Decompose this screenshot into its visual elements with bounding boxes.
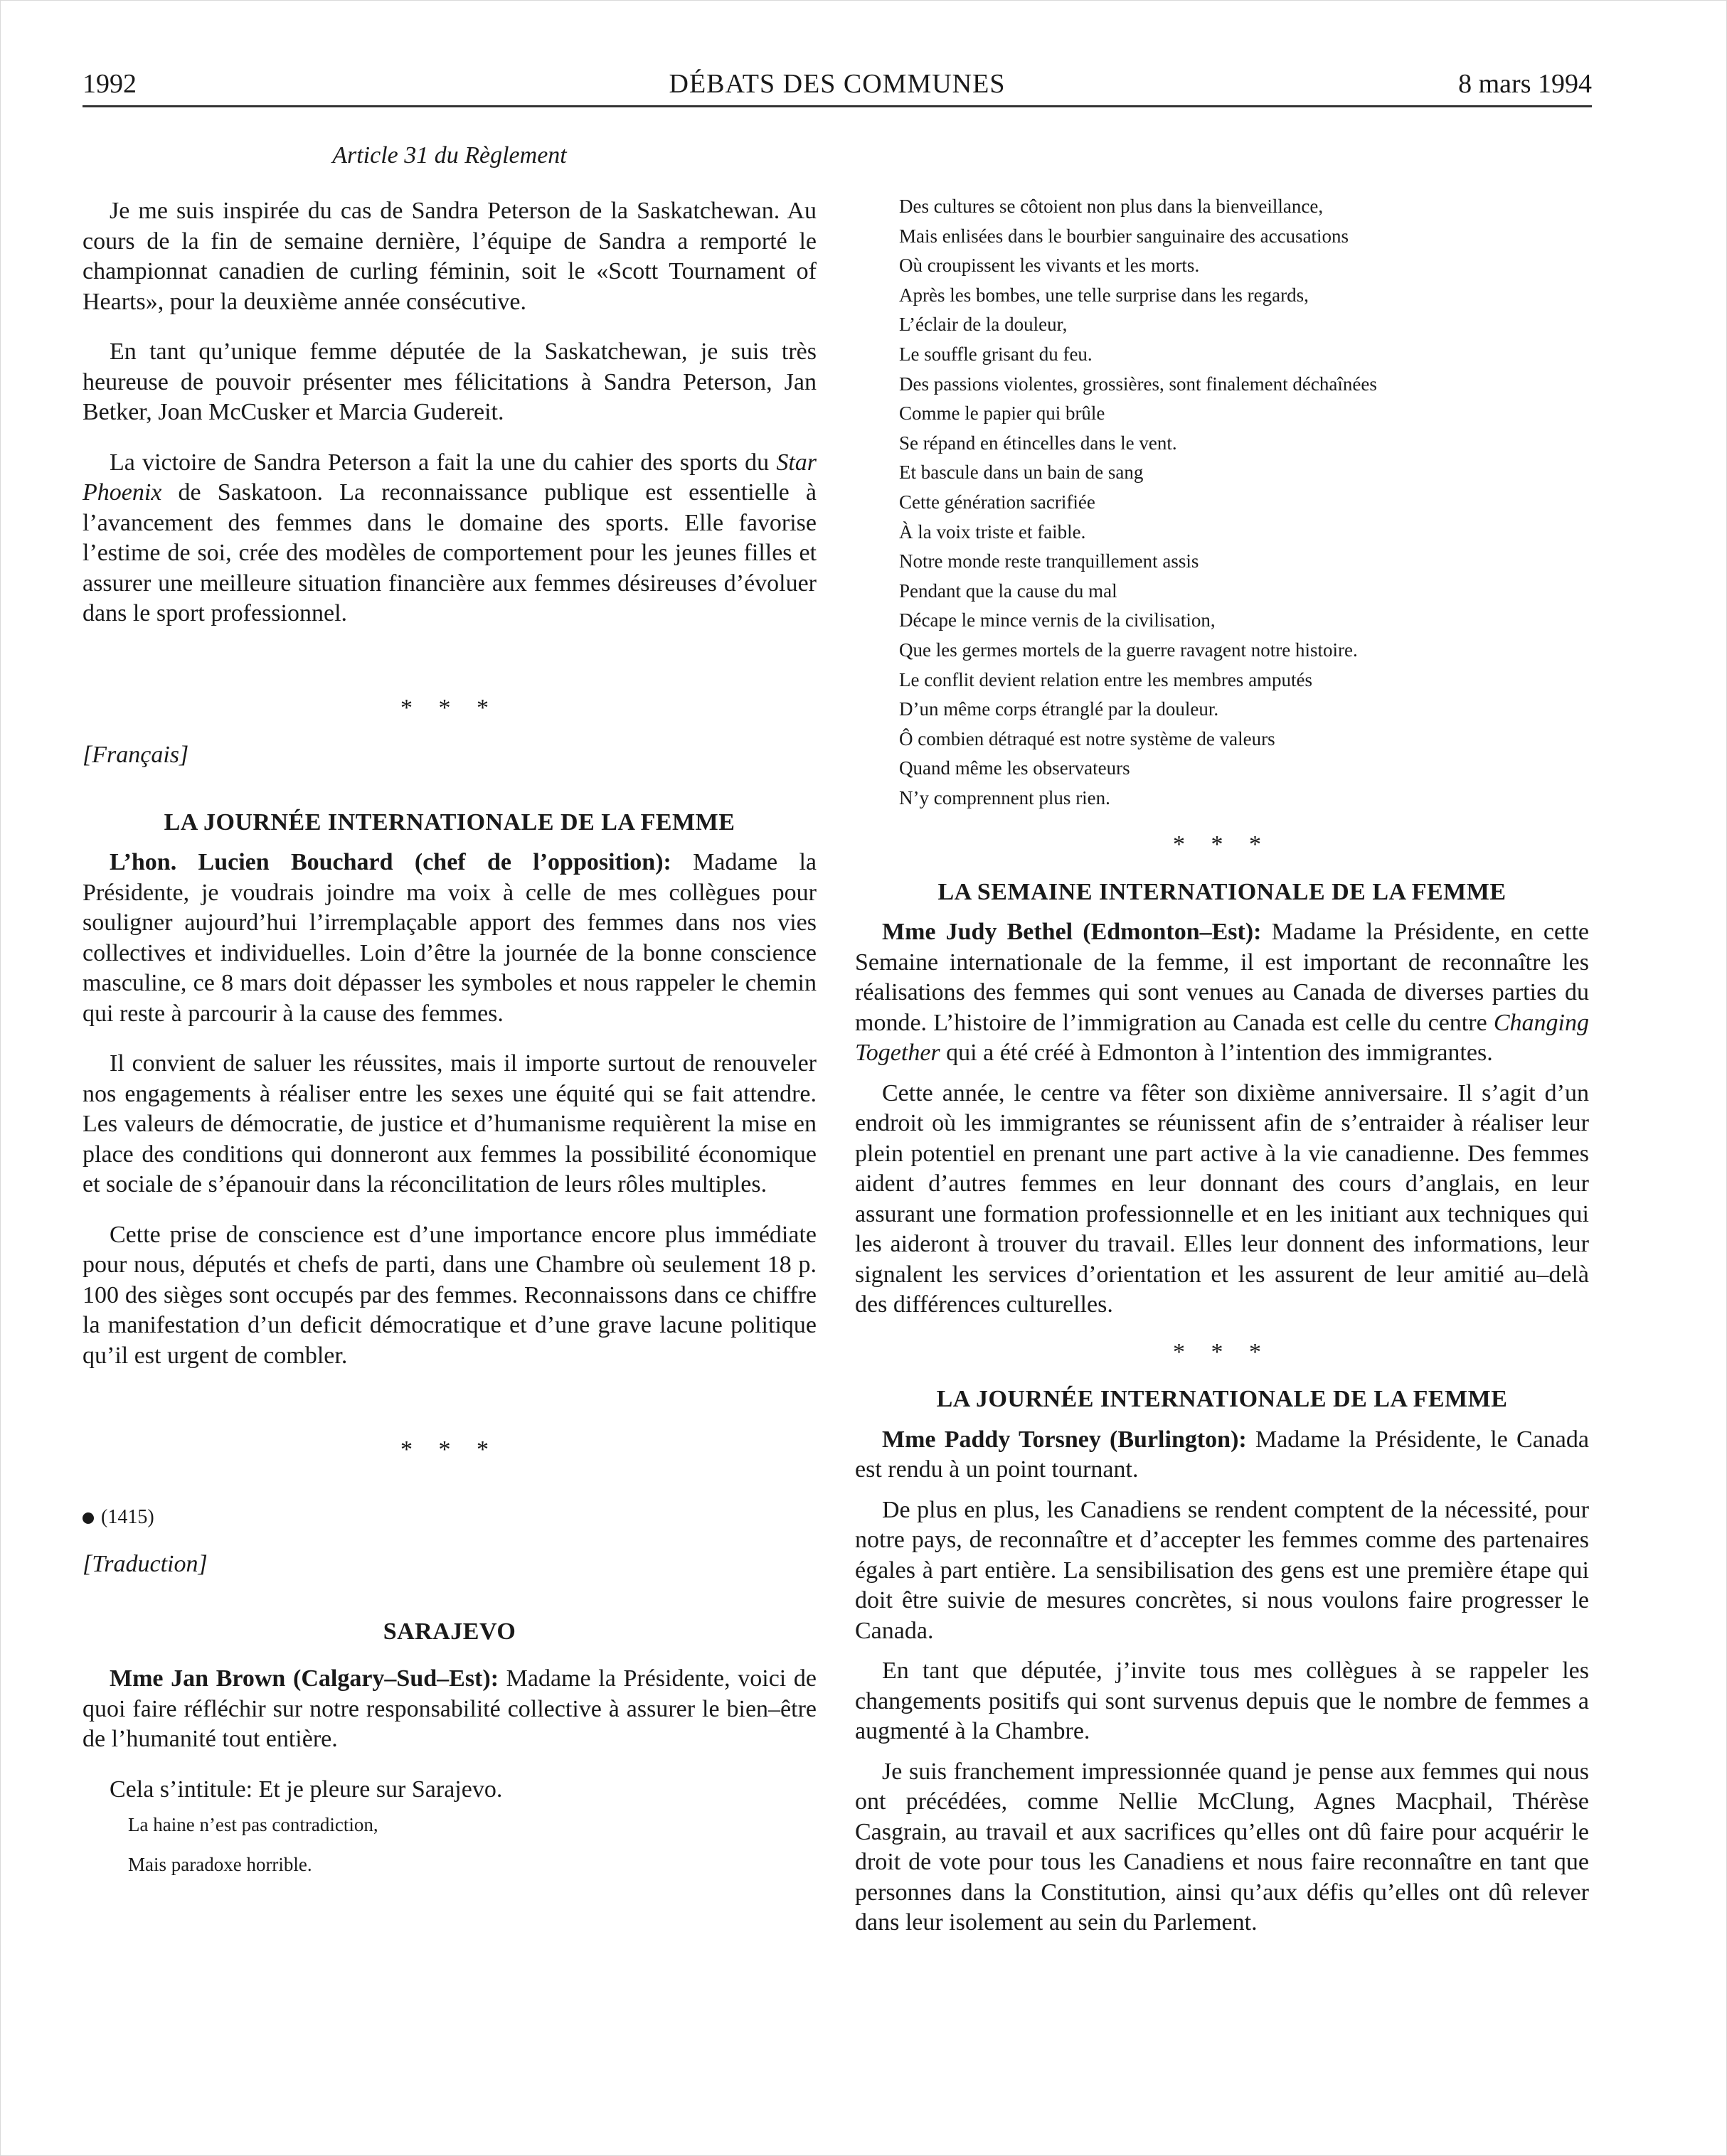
speech xyxy=(83,1664,817,1755)
poem-line: La haine n’est pas contradiction, xyxy=(128,1814,378,1835)
poem-line: Des passions violentes, grossières, sont finalement déchaînées xyxy=(899,373,1377,395)
poem-line: Ô combien détraqué est notre système de valeurs xyxy=(899,727,1275,749)
paragraph: Il convient de saluer les réussites, mais il importe surtout de renouveler nos engagements à réaliser entre les sexes une équité qui se fait attendre. Les valeurs de démocratie, de justice et d’humanisme requièrent la mise en place des conditions qui donneront aux femmes la possibilité économique et sociale de s’épanouir dans la réconcilitation de leurs rôles multiples. xyxy=(83,1050,817,1197)
paragraph: Cela s’intitule: Et je pleure sur Sarajevo. xyxy=(110,1776,503,1803)
language-note: [Traduction] xyxy=(83,1551,208,1577)
speaker-name: L’hon. Lucien Bouchard (chef de l’opposition): xyxy=(110,849,671,875)
newspaper-title: Star Phoenix xyxy=(83,449,817,506)
paragraph: De plus en plus, les Canadiens se rendent comptent de la nécessité, pour notre pays, de reconnaître et d’accepter les femmes comme des partenaires égales à part entière. La sensibilisation des gens est une première étape qui doit être suivie de mesures concrètes, si nous voulons faire progresser le Canada. xyxy=(855,1496,1589,1644)
poem-line: D’un même corps étranglé par la douleur. xyxy=(899,698,1219,720)
publication-date: 8 mars 1994 xyxy=(1458,69,1592,99)
poem-line: L’éclair de la douleur, xyxy=(899,314,1068,336)
poem-line: À la voix triste et faible. xyxy=(899,521,1086,543)
poem-line: Que les germes mortels de la guerre ravagent notre histoire. xyxy=(899,639,1358,661)
speech xyxy=(855,917,1589,1069)
section-separator: * * * xyxy=(1173,1338,1271,1365)
text: Madame la Présidente, voici de quoi faire réfléchir sur notre responsabilité collective à assurer le bien–être de l’humanité tout entière. xyxy=(83,1665,817,1752)
section-heading: LA JOURNÉE INTERNATIONALE DE LA FEMME xyxy=(164,808,735,836)
poem-line: Mais enlisées dans le bourbier sanguinaire des accusations xyxy=(899,225,1349,247)
section-heading: SARAJEVO xyxy=(383,1618,516,1645)
section-heading: LA SEMAINE INTERNATIONALE DE LA FEMME xyxy=(937,878,1507,905)
paragraph: En tant que députée, j’invite tous mes collègues à se rappeler les changements positifs qui sont survenus depuis que le nombre de femmes a augmenté à la Chambre. xyxy=(855,1658,1589,1745)
text: de Saskatoon. La reconnaissance publique est essentielle à l’avancement des femmes dans le domaine des sports. Elle favorise l’estime de soi, crée des modèles de comportement pour les jeunes filles et assurer une meilleure situation financière aux femmes désireuses d’évoluer dans le sport professionnel. xyxy=(83,479,817,626)
time-text: (1415) xyxy=(101,1505,154,1528)
publication-title: DÉBATS DES COMMUNES xyxy=(669,69,1006,99)
poem xyxy=(83,1805,817,1884)
text: qui a été créé à Edmonton à l’intention des immigrantes. xyxy=(940,1040,1493,1067)
poem-line: Cette génération sacrifiée xyxy=(899,491,1095,513)
speech xyxy=(83,848,817,1029)
poem-line: Pendant que la cause du mal xyxy=(899,580,1117,602)
text: Madame la Présidente, le Canada est rendu à un point tournant. xyxy=(855,1426,1589,1483)
paragraph: Cette année, le centre va fêter son dixième anniversaire. Il s’agit d’un endroit où les immigrantes se réunissent afin de s’entraider à réaliser leur plein potentiel en prenant une part active à la vie canadienne. Des femmes aident d’autres femmes en leur donnant des cours d’anglais, en leur assurant une formation professionnelle et en les initiant aux techniques qui les aideront à trouver du travail. Elles leur donnent des informations, leur signalent les services d’orientation et les assurent de leur amitié au–delà des différences culturelles. xyxy=(855,1079,1589,1318)
timestamp xyxy=(83,1503,817,1533)
poem-line: Mais paradoxe horrible. xyxy=(128,1854,312,1875)
page-number: 1992 xyxy=(83,69,137,99)
poem-line: Et bascule dans un bain de sang xyxy=(899,461,1144,484)
speaker-name: Mme Jan Brown (Calgary–Sud–Est): xyxy=(110,1665,499,1692)
text: La victoire de Sandra Peterson a fait la une du cahier des sports du xyxy=(110,449,777,476)
centre-name: Changing Together xyxy=(855,1009,1589,1067)
section-separator: * * * xyxy=(400,1436,499,1463)
speaker-name: Mme Paddy Torsney (Burlington): xyxy=(882,1426,1247,1453)
poem-line: N’y comprennent plus rien. xyxy=(899,786,1110,808)
paragraph xyxy=(83,337,817,428)
language-note: [Français] xyxy=(83,742,189,768)
paragraph: Je suis franchement impressionnée quand je pense aux femmes qui nous ont précédées, comme Nellie McClung, Agnes Macphail, Thérèse Casgrain, au travail et aux sacrifices qu’elles ont dû faire pour acquérir le droit de vote pour tous les Canadiens et nous faire reconnaître en tant que personnes dans la Constitution, ainsi qu’aux défis qu’elles ont dû relever dans leur isolement au sein du Parlement. xyxy=(855,1758,1589,1936)
left-column xyxy=(83,127,817,1884)
poem-line: Où croupissent les vivants et les morts. xyxy=(899,255,1200,277)
poem-line: Notre monde reste tranquillement assis xyxy=(899,550,1199,572)
poem-line: Le souffle grisant du feu. xyxy=(899,343,1093,365)
speech xyxy=(855,1425,1589,1485)
paragraph: Je me suis inspirée du cas de Sandra Peterson de la Saskatchewan. Au cours de la fin de semaine dernière, l’équipe de Sandra a remporté le championnat canadien de curling féminin, soit le «Scott Tournament of Hearts», pour la deuxième année consécutive. xyxy=(83,198,817,315)
poem-line: Des cultures se côtoient non plus dans la bienveillance, xyxy=(899,196,1324,217)
text: Madame la Présidente, je voudrais joindre ma voix à celle de mes collègues pour souligner aujourd’hui l’irremplaçable apport des femmes dans nos vies collectives et individuelles. Loin d’être la journée de la bonne conscience masculine, ce 8 mars doit dépasser les symboles et nous rappeler le chemin qui reste à parcourir à la cause des femmes. xyxy=(83,849,817,1027)
section-heading: LA JOURNÉE INTERNATIONALE DE LA FEMME xyxy=(936,1386,1508,1413)
text: En tant qu’unique femme députée de la Saskatchewan, je suis très heureuse de pouvoir présenter mes félicitations à Sandra Peterson, Jan Betker, Joan McCusker et Marcia Gudereit. xyxy=(83,338,817,425)
poem-line: Se répand en étincelles dans le vent. xyxy=(899,432,1177,454)
section-separator: * * * xyxy=(400,694,499,721)
rubric: Article 31 du Règlement xyxy=(332,142,567,169)
poem-line: Le conflit devient relation entre les membres amputés xyxy=(899,668,1313,690)
poem-line: Après les bombes, une telle surprise dans les regards, xyxy=(899,284,1309,306)
section-separator: * * * xyxy=(1173,831,1271,858)
poem xyxy=(855,192,1589,813)
text: Madame la Présidente, en cette Semaine internationale de la femme, il est important de reconnaître les réalisations des femmes qui sont venues au Canada de diverses parties du monde. L’histoire de l’immigration au Canada est celle du centre xyxy=(855,919,1590,1036)
poem-line: Quand même les observateurs xyxy=(899,757,1130,779)
page-header xyxy=(83,63,1592,107)
paragraph: Cette prise de conscience est d’une importance encore plus immédiate pour nous, députés et chefs de parti, dans une Chambre où seulement 18 p. 100 des sièges sont occupés par des femmes. Reconnaissons dans ce chiffre la manifestation d’un deficit démocratique et d’une grave lacune politique qu’il est urgent de combler. xyxy=(83,1221,817,1369)
poem-line: Comme le papier qui brûle xyxy=(899,402,1105,425)
bullet-icon xyxy=(83,1512,94,1524)
right-column xyxy=(855,127,1589,1938)
speaker-name: Mme Judy Bethel (Edmonton–Est): xyxy=(882,919,1262,946)
paragraph xyxy=(83,448,817,629)
poem-line: Décape le mince vernis de la civilisation, xyxy=(899,609,1216,631)
